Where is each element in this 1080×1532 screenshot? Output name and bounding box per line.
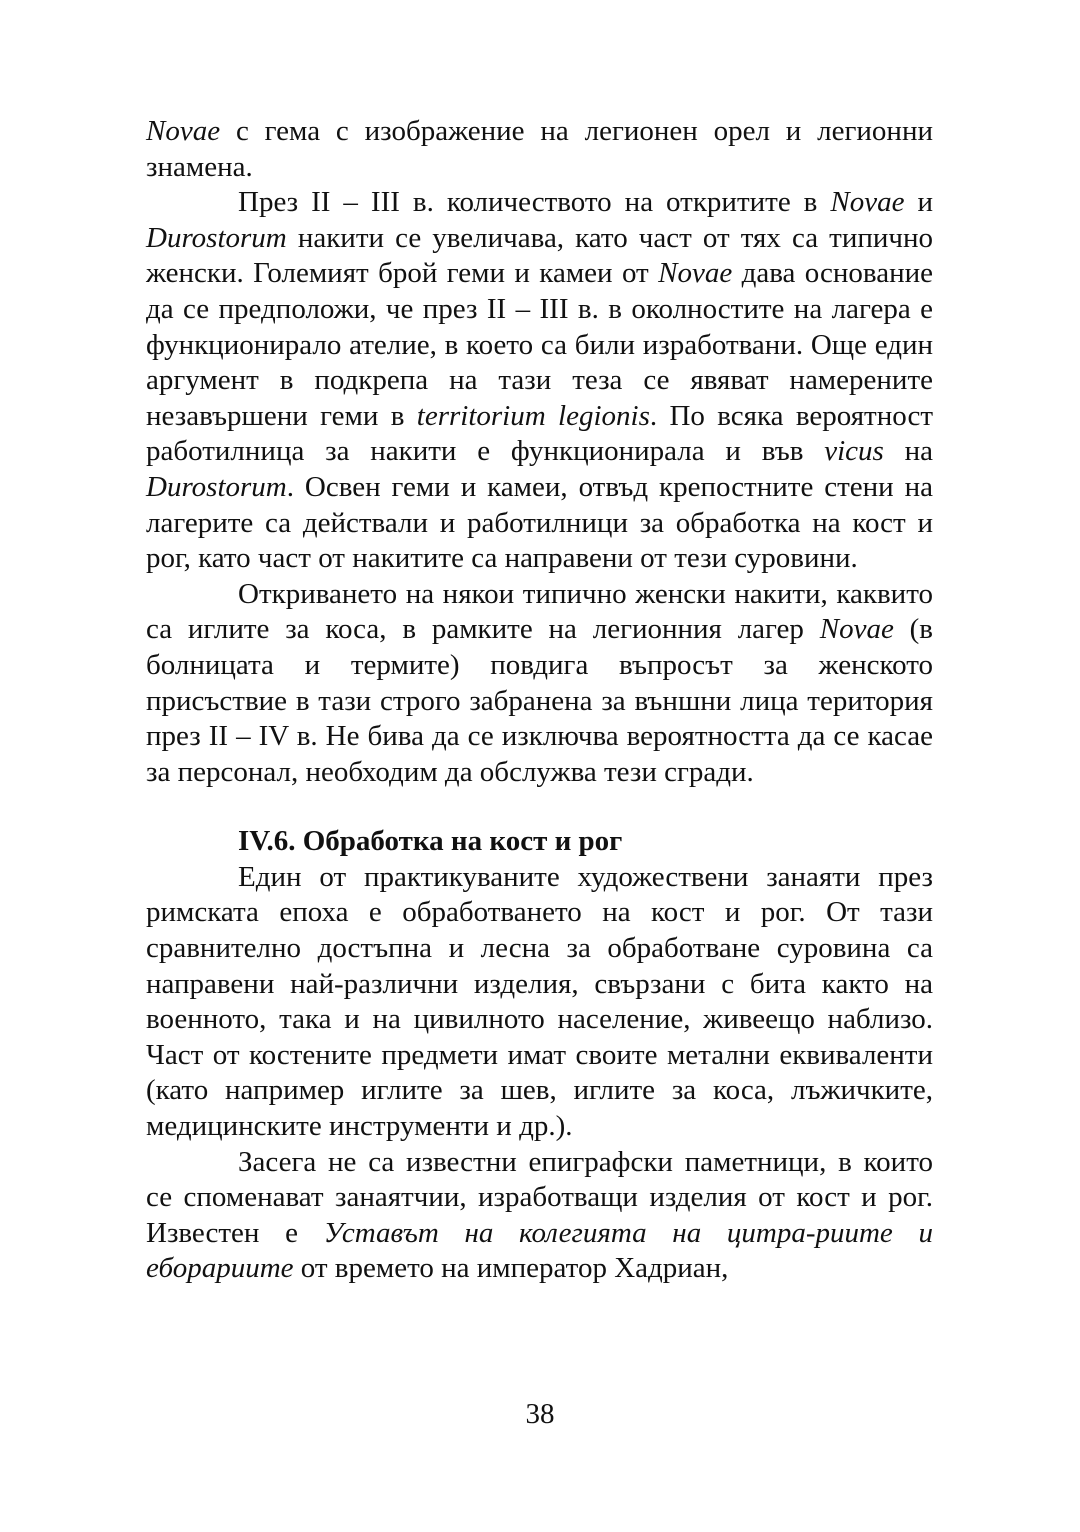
paragraph-p4 <box>146 860 933 1145</box>
text-run: (в болницата и термите) повдига въпросът за женското присъствие в тази строго забранена за външни лица територия през II – IV в. Не бива да се изключва вероятността да се касае за персонал, необходим да обслужва тези сгради. <box>146 613 933 788</box>
italic-term: Novae <box>819 613 894 646</box>
paragraph-p2 <box>146 185 933 577</box>
page-number: 38 <box>525 1398 555 1430</box>
text-run: от времето на император Хадриан, <box>293 1252 729 1285</box>
paragraph-p5 <box>146 1145 933 1287</box>
paragraph-p1 <box>146 114 933 185</box>
text-run: и <box>904 186 933 219</box>
text-run: с гема с изображение на легионен орел и легионни знамена. <box>146 115 933 183</box>
italic-term: vicus <box>824 435 884 468</box>
text-run: . Освен геми и камеи, отвъд крепостните стени на лагерите са действали и работилници за обработка на кост и рог, като част от накитите са направени от тези суровини. <box>146 470 933 575</box>
text-run: Един от практикуваните художествени занаяти през римската епоха е обработването на кост и рог. От тази сравнително достъпна и лесна за обработване суровина са направени най-различни изделия, свързани с бита както на военното, така и на цивилното население, живеещо наблизо. Част от костените предмети имат своите метални еквиваленти (като например иглите за шев, иглите за коса, лъжичките, медицинските инструменти и др.). <box>146 860 933 1143</box>
text-run: дава основание да се предположи, че през II – III в. в околностите на лагера е функционирало ателие, в което са били изработвани. Още един аргумент в подкрепа на тази теза се явяват намерените незавършени геми в <box>146 257 933 432</box>
italic-term: Novae <box>658 257 733 290</box>
text-before-heading <box>146 114 933 790</box>
section-heading: IV.6. Обработка на кост и рог <box>238 825 623 858</box>
italic-term: Уставът на колегията на цитра-риите и еборариите <box>146 1216 934 1285</box>
italic-term: territorium legionis <box>416 399 650 432</box>
text-run: . По всяка вероятност работилница за накити е функционирала и във <box>146 399 933 468</box>
italic-term: Durostorum <box>146 221 287 254</box>
page-body <box>146 114 933 1287</box>
text-after-heading <box>146 860 933 1287</box>
italic-term: Durostorum <box>146 470 287 503</box>
text-run: Засега не са известни епиграфски паметници, в които се споменават занаятчии, изработващи изделия от кост и рог. Известен е <box>146 1145 933 1249</box>
text-run: на <box>883 435 933 468</box>
text-run: Откриването на някои типично женски накити, каквито са иглите за коса, в рамките на легионния лагер <box>146 577 933 646</box>
text-run: накити се увеличава, като част от тях са типично женски. Големият брой геми и камеи от <box>146 221 933 290</box>
italic-term: Novae <box>830 186 905 219</box>
paragraph-p3 <box>146 577 933 791</box>
italic-term: Novae <box>146 115 221 147</box>
text-run: През II – III в. количеството на откритите в <box>238 186 831 219</box>
